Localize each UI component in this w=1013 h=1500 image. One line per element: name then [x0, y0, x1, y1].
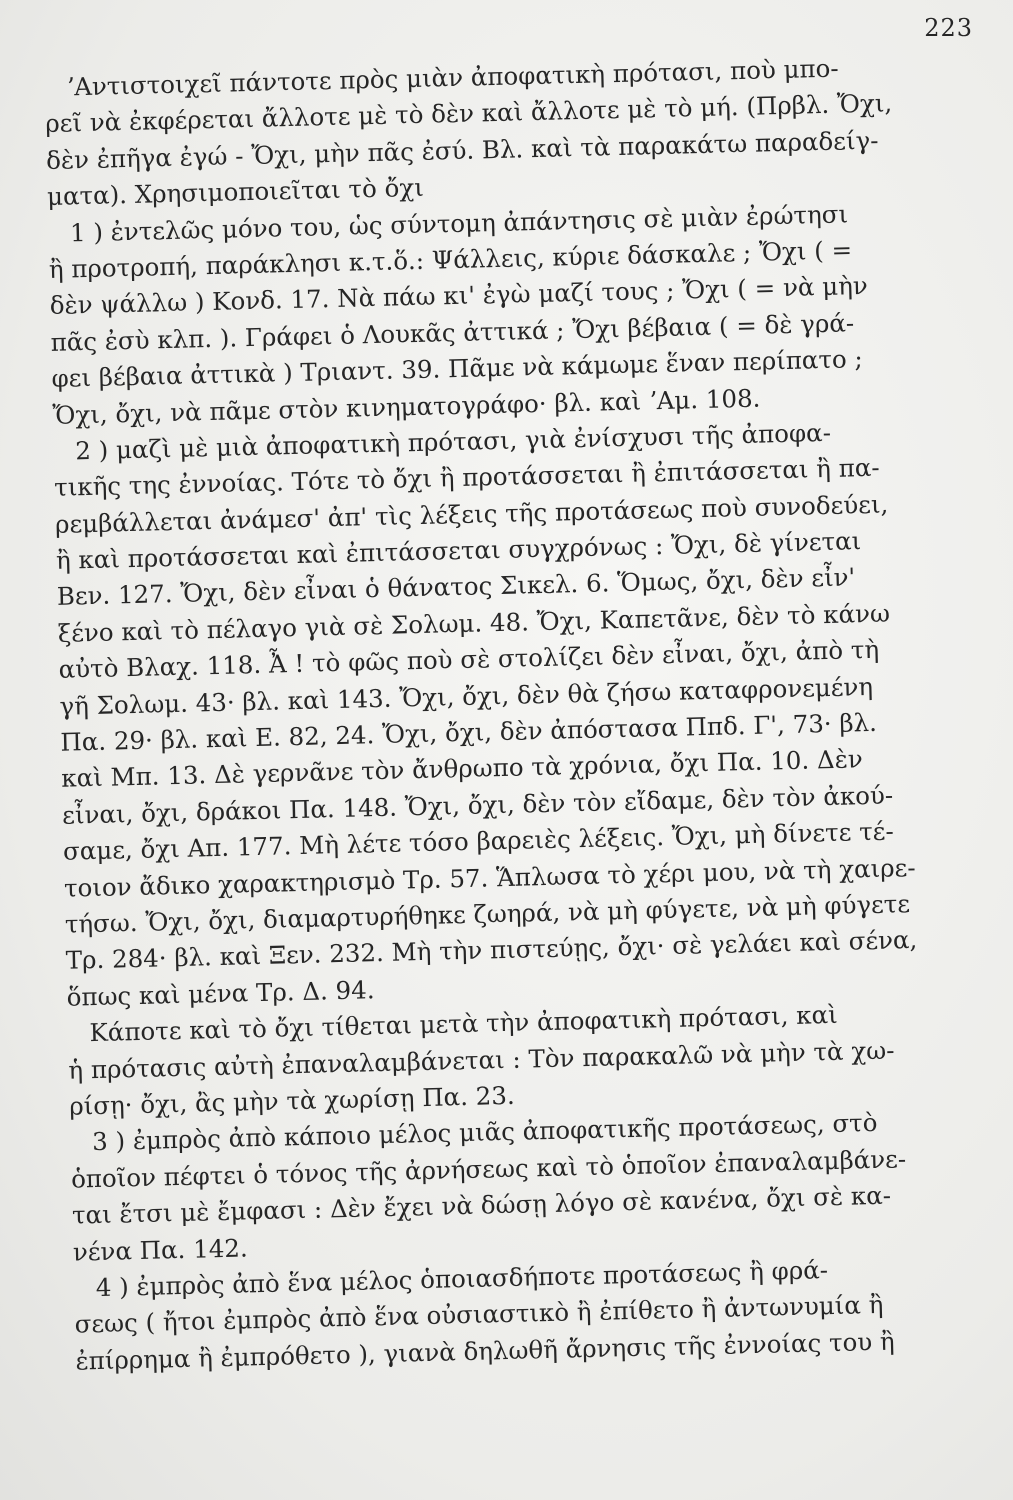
text-line: ρεμβάλλεται ἀνάμεσ' ἀπ' τὶς λέξεις τῆς προτάσεως ποὺ συνοδεύει,: [54, 489, 889, 539]
text-line: ὁποῖον πέφτει ὁ τόνος τῆς ἀρνήσεως καὶ τὸ ὁποῖον ἐπαναλαμβάνε-: [70, 1143, 907, 1194]
text-line: 3 ) ἐμπρὸς ἀπὸ κάποιο μέλος μιᾶς ἀποφατικῆς προτάσεως, στὸ: [91, 1108, 878, 1157]
text-line: ʼΑντιστοιχεῖ πάντοτε πρὸς μιὰν ἀποφατικὴ πρότασι, ποὺ μπο-: [66, 53, 839, 102]
text-line: ἢ καὶ προτάσσεται καὶ ἐπιτάσσεται συγχρόνως : Ὄχι, δὲ γίνεται: [55, 526, 862, 575]
text-line: δὲν ἐπῆγα ἐγώ - Ὄχι, μὴν πᾶς ἐσύ. Βλ. καὶ τὰ παρακάτω παραδείγ-: [45, 125, 879, 175]
text-line: φει βέβαια ἀττικὰ ) Τριαντ. 39. Πᾶμε νὰ κάμωμε ἕναν περίπατο ;: [51, 344, 864, 394]
text-line: ἢ προτροπή, παράκλησι κ.τ.ὅ.: Ψάλλεις, κύριε δάσκαλε ; Ὄχι ( =: [48, 235, 853, 284]
text-line: ὅπως καὶ μένα Τρ. Δ. 94.: [66, 974, 375, 1012]
text-line: τοιον ἄδικο χαρακτηρισμὸ Τρ. 57. Ἅπλωσα τὸ χέρι μου, νὰ τὴ χαιρε-: [63, 852, 916, 903]
text-line: αὐτὸ Βλαχ. 118. Ἆ ! τὸ φῶς ποὺ σὲ στολίζει δὲν εἶναι, ὄχι, ἀπὸ τὴ: [58, 635, 880, 685]
text-line: 2 ) μαζὶ μὲ μιὰ ἀποφατικὴ πρότασι, γιὰ ἐνίσχυσι τῆς ἀποφα-: [74, 417, 832, 466]
text-line: τήσω. Ὄχι, ὄχι, διαμαρτυρήθηκε ζωηρά, νὰ μὴ φύγετε, νὰ μὴ φύγετε: [64, 889, 911, 939]
text-line: ἡ πρότασις αὐτὴ ἐπαναλαμβάνεται : Τὸν παρακαλῶ νὰ μὴν τὰ χω-: [68, 1035, 895, 1085]
text-line: καὶ Μπ. 13. Δὲ γερνᾶνε τὸν ἄνθρωπο τὰ χρόνια, ὄχι Πα. 10. Δὲν: [60, 744, 864, 794]
text-line: 4 ) ἐμπρὸς ἀπὸ ἕνα μέλος ὁποιασδήποτε προτάσεως ἢ φρά-: [95, 1255, 829, 1302]
text-line: σεως ( ἤτοι ἐμπρὸς ἀπὸ ἕνα οὐσιαστικὸ ἢ ἐπίθετο ἢ ἀντωνυμία ἢ: [74, 1290, 884, 1339]
text-line: ρεῖ νὰ ἐκφέρεται ἄλλοτε μὲ τὸ δὲν καὶ ἄλλοτε μὲ τὸ μή. (Πρβλ. Ὄχι,: [44, 88, 893, 139]
text-line: εἶναι, ὄχι, δράκοι Πα. 148. Ὄχι, ὄχι, δὲν τὸν εἴδαμε, δὲν τὸν ἀκού-: [61, 780, 894, 830]
text-line: Πα. 29· βλ. καὶ Ε. 82, 24. Ὄχι, ὄχι, δὲν ἀπόστασα Ππδ. Γ', 73· βλ.: [60, 707, 878, 757]
text-line: ται ἔτσι μὲ ἔμφασι : Δὲν ἔχει νὰ δώσῃ λόγο σὲ κανένα, ὄχι σὲ κα-: [71, 1180, 892, 1230]
text-line: τικῆς της ἐννοίας. Τότε τὸ ὄχι ἢ προτάσσεται ἢ ἐπιτάσσεται ἢ πα-: [53, 453, 880, 503]
text-line: Κάποτε καὶ τὸ ὄχι τίθεται μετὰ τὴν ἀποφατικὴ πρότασι, καὶ: [89, 1000, 839, 1048]
text-line: ματα). Χρησιμοποιεῖται τὸ ὄχι: [46, 172, 425, 212]
text-line: ἐπίρρημα ἢ ἐμπρόθετο ), γιανὰ δηλωθῆ ἄρνησις τῆς ἐννοίας του ἢ: [75, 1326, 895, 1376]
page-number: 223: [924, 14, 973, 42]
text-line: ξένο καὶ τὸ πέλαγο γιὰ σὲ Σολωμ. 48. Ὄχι, Καπετᾶνε, δὲν τὸ κάνω: [57, 598, 891, 648]
text-line: ρίσῃ· ὄχι, ἂς μὴν τὰ χωρίσῃ Πα. 23.: [68, 1080, 516, 1121]
text-line: γῆ Σολωμ. 43· βλ. καὶ 143. Ὄχι, ὄχι, δὲν θὰ ζήσω καταφρονεμένη: [59, 671, 874, 721]
text-line: σαμε, ὄχι Απ. 177. Μὴ λέτε τόσο βαρειὲς λέξεις. Ὄχι, μὴ δίνετε τέ-: [62, 816, 895, 866]
text-line: νένα Πα. 142.: [72, 1232, 249, 1267]
text-line: Βεν. 127. Ὄχι, δὲν εἶναι ὁ θάνατος Σικελ. 6. Ὅμως, ὄχι, δὲν εἶν': [56, 562, 856, 612]
text-line: Ὄχι, ὄχι, νὰ πᾶμε στὸν κινηματογράφο· βλ. καὶ ʼΑμ. 108.: [52, 383, 761, 430]
text-line: 1 ) ἐντελῶς μόνο του, ὡς σύντομη ἀπάντησις σὲ μιὰν ἐρώτησι: [69, 198, 849, 247]
body-text: [44, 47, 1013, 1380]
text-line: πᾶς ἐσὺ κλπ. ). Γράφει ὁ Λουκᾶς ἀττικά ; Ὄχι βέβαια ( = δὲ γρά-: [50, 308, 855, 357]
text-line: δὲν ψάλλω ) Κονδ. 17. Νὰ πάω κι' ἐγὼ μαζί τους ; Ὄχι ( = νὰ μὴν: [49, 271, 869, 321]
text-line: Τρ. 284· βλ. καὶ Ξεν. 232. Μὴ τὴν πιστεύῃς, ὄχι· σὲ γελάει καὶ σένα,: [65, 925, 918, 976]
